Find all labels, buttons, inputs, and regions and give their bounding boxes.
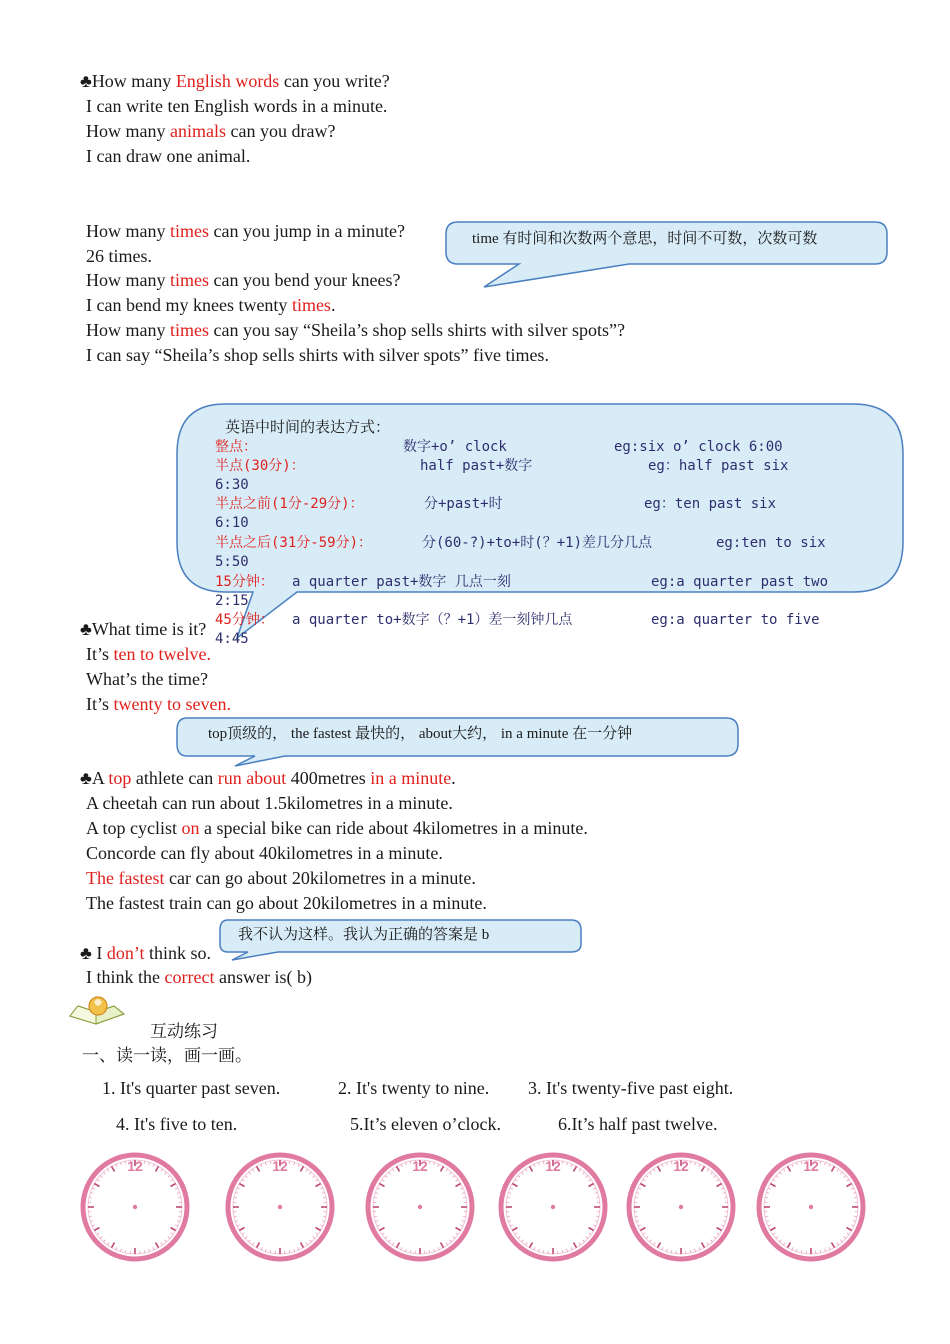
time-rule-label: 15分钟： bbox=[215, 574, 274, 590]
time-rule-example: eg:a quarter to five bbox=[651, 612, 820, 628]
question-animals: How many animals can you draw? bbox=[86, 121, 336, 141]
time-rule-example: eg:ten to six bbox=[716, 535, 826, 551]
clock-twelve-label: 12 bbox=[127, 1158, 143, 1174]
clock-center-dot bbox=[133, 1205, 137, 1209]
time-rule-example: 5:50 bbox=[215, 554, 249, 570]
time-rule-pattern: half past+数字 bbox=[420, 458, 533, 474]
sentence-fastest-train: The fastest train can go about 20kilometres in a minute. bbox=[86, 893, 487, 913]
sentence-dont-think: ♣ I don’t think so. bbox=[80, 943, 211, 963]
clock-face[interactable] bbox=[498, 1152, 608, 1262]
clock-face[interactable] bbox=[225, 1152, 335, 1262]
exercise-instruction: 一、读一读，画一画。 bbox=[82, 1046, 252, 1066]
time-rule-pattern: 数字+o’ clock bbox=[403, 439, 507, 455]
exercise-item-2: 2. It's twenty to nine. bbox=[338, 1078, 490, 1098]
question-whats-the-time: What’s the time? bbox=[86, 669, 208, 689]
sentence-cheetah: A cheetah can run about 1.5kilometres in a minute. bbox=[86, 793, 453, 813]
clock-center-dot bbox=[418, 1205, 422, 1209]
time-rule-example: 4:45 bbox=[215, 631, 249, 647]
clock-center-dot bbox=[551, 1205, 555, 1209]
sentence-correct-answer: I think the correct answer is( b) bbox=[86, 967, 312, 987]
callout-time-meaning-text: time 有时间和次数两个意思，时间不可数，次数可数 bbox=[472, 231, 818, 247]
time-rule-pattern: 分(60-?)+to+时(？+1)差几分几点 bbox=[422, 535, 653, 551]
callout-dont-think bbox=[218, 918, 583, 962]
time-rule-label: 半点之后(31分-59分)： bbox=[215, 535, 373, 551]
answer-twenty-to-seven: It’s twenty to seven. bbox=[86, 694, 231, 714]
answer-jump: 26 times. bbox=[86, 246, 152, 266]
sentence-athlete: ♣A top athlete can run about 400metres in a minute. bbox=[80, 768, 456, 788]
callout-time-title: 英语中时间的表达方式： bbox=[225, 418, 391, 436]
time-rule-label: 半点之前(1分-29分)： bbox=[215, 496, 364, 512]
exercise-item-5: 5.It’s eleven o’clock. bbox=[350, 1114, 501, 1134]
question-what-time: ♣What time is it? bbox=[80, 619, 207, 639]
time-rule-label: 半点(30分)： bbox=[215, 458, 305, 474]
callout-vocabulary-text: top顶级的， the fastest 最快的， about大约， in a minute 在一分钟 bbox=[208, 726, 633, 742]
time-rule-example: 2:15 bbox=[215, 593, 249, 609]
clock-center-dot bbox=[278, 1205, 282, 1209]
exercise-heading: 互动练习 bbox=[150, 1022, 218, 1042]
question-jump: How many times can you jump in a minute? bbox=[86, 221, 405, 241]
time-rule-pattern: 分+past+时 bbox=[424, 496, 503, 512]
answer-ten-to-twelve: It’s ten to twelve. bbox=[86, 644, 211, 664]
clock-twelve-label: 12 bbox=[545, 1158, 561, 1174]
sentence-fastest-car: The fastest car can go about 20kilometres in a minute. bbox=[86, 868, 476, 888]
clock-twelve-label: 12 bbox=[673, 1158, 689, 1174]
time-rule-label: 整点： bbox=[215, 439, 257, 455]
sentence-cyclist: A top cyclist on a special bike can ride about 4kilometres in a minute. bbox=[86, 818, 588, 838]
answer-english-words: I can write ten English words in a minute. bbox=[86, 96, 388, 116]
exercise-book-icon bbox=[68, 992, 128, 1032]
time-rule-example: eg：ten past six bbox=[644, 496, 777, 512]
time-rule-example: eg:six o’ clock 6:00 bbox=[614, 439, 783, 455]
clock-face[interactable] bbox=[365, 1152, 475, 1262]
clock-twelve-label: 12 bbox=[412, 1158, 428, 1174]
question-knees: How many times can you bend your knees? bbox=[86, 270, 401, 290]
callout-time-meaning bbox=[444, 220, 889, 290]
clock-face[interactable] bbox=[626, 1152, 736, 1262]
clock-face[interactable] bbox=[756, 1152, 866, 1262]
exercise-item-4: 4. It's five to ten. bbox=[116, 1114, 238, 1134]
sentence-concorde: Concorde can fly about 40kilometres in a minute. bbox=[86, 843, 443, 863]
exercise-item-1: 1. It's quarter past seven. bbox=[102, 1078, 281, 1098]
time-rule-example: 6:10 bbox=[215, 515, 249, 531]
answer-animals: I can draw one animal. bbox=[86, 146, 251, 166]
time-rule-pattern: a quarter past+数字 几点一刻 bbox=[292, 574, 511, 590]
callout-dont-think-text: 我不认为这样。我认为正确的答案是 b bbox=[238, 927, 490, 943]
callout-vocabulary bbox=[175, 716, 740, 768]
time-rule-example: eg：half past six bbox=[648, 458, 789, 474]
time-rule-label: 45分钟： bbox=[215, 612, 274, 628]
clock-twelve-label: 12 bbox=[803, 1158, 819, 1174]
question-tongue-twister: How many times can you say “Sheila’s shop sells shirts with silver spots”? bbox=[86, 320, 625, 340]
answer-knees: I can bend my knees twenty times. bbox=[86, 295, 336, 315]
clock-center-dot bbox=[809, 1205, 813, 1209]
answer-tongue-twister: I can say “Sheila’s shop sells shirts with silver spots” five times. bbox=[86, 345, 549, 365]
clock-twelve-label: 12 bbox=[272, 1158, 288, 1174]
time-rule-example: 6:30 bbox=[215, 477, 249, 493]
question-english-words: ♣How many English words can you write? bbox=[80, 71, 390, 91]
exercise-item-6: 6.It’s half past twelve. bbox=[558, 1114, 718, 1134]
clock-center-dot bbox=[679, 1205, 683, 1209]
callout-time-expressions bbox=[175, 402, 905, 642]
clock-face[interactable] bbox=[80, 1152, 190, 1262]
callout-bubble-shape bbox=[175, 402, 905, 642]
time-rule-example: eg:a quarter past two bbox=[651, 574, 829, 590]
time-rule-pattern: a quarter to+数字（？+1）差一刻钟几点 bbox=[292, 612, 573, 628]
exercise-item-3: 3. It's twenty-five past eight. bbox=[528, 1078, 734, 1098]
